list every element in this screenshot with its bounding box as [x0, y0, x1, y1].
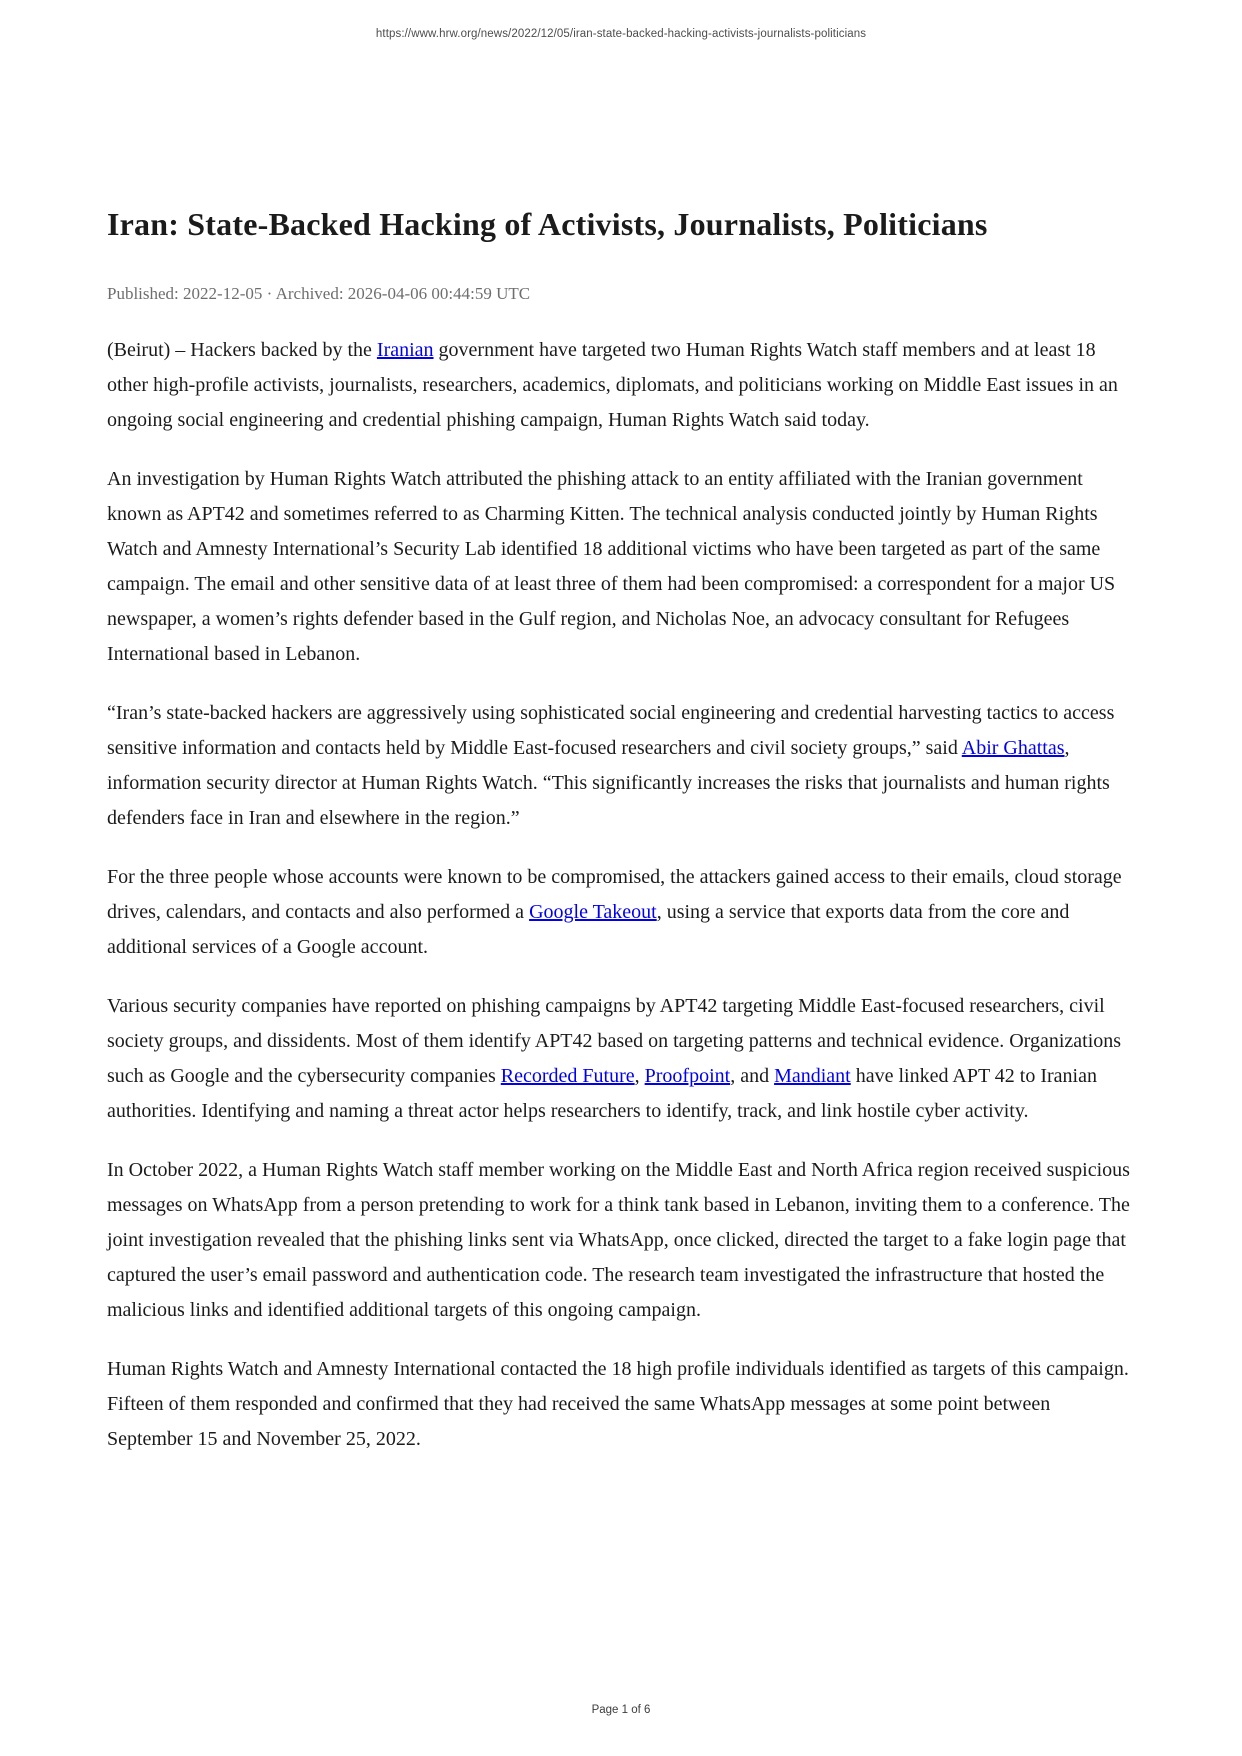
- archive-header-url: https://www.hrw.org/news/2022/12/05/iran-state-backed-hacking-activists-journalists-politicians: [375, 28, 867, 40]
- paragraph-text: , information security director at Human Rights Watch. “This significantly increases the risks that journalists and human rights defenders face in Iran and elsewhere in the region.”: [107, 737, 1110, 829]
- paragraph: [107, 696, 1137, 836]
- paragraph-text: , and: [730, 1065, 775, 1087]
- paragraph-text: An investigation by Human Rights Watch attributed the phishing attack to an entity affiliated with the Iranian government known as APT42 and sometimes referred to as Charming Kitten. The technical analysis conducted jointly by Human Rights Watch and Amnesty International’s Security Lab identified 18 additional victims who have been targeted as part of the same campaign. The email and other sensitive data of at least three of them had been compromised: a correspondent for a major US newspaper, a women’s rights defender based in the Gulf region, and Nicholas Noe, an advocacy consultant for Refugees International based in Lebanon.: [107, 468, 1116, 665]
- proofpoint-link[interactable]: Proofpoint: [644, 1065, 731, 1087]
- article-body: [107, 333, 1137, 1457]
- recorded-future-link[interactable]: Recorded Future: [500, 1065, 635, 1087]
- article-title: Iran: State-Backed Hacking of Activists, Journalists, Politicians: [107, 206, 988, 242]
- paragraph-text: , using a service that exports data from the core and additional services of a Google account.: [107, 901, 1070, 958]
- paragraph-text: have linked APT 42 to Iranian authorities. Identifying and naming a threat actor helps researchers to identify, track, and link hostile cyber activity.: [107, 1065, 1097, 1122]
- paragraph: [107, 860, 1137, 965]
- page-number: Page 1 of 6: [591, 1704, 651, 1716]
- paragraph-text: In October 2022, a Human Rights Watch staff member working on the Middle East and North Africa region received suspicious messages on WhatsApp from a person pretending to work for a think tank based in Lebanon, inviting them to a conference. The joint investigation revealed that the phishing links sent via WhatsApp, once clicked, directed the target to a fake login page that captured the user’s email password and authentication code. The research team investigated the infrastructure that hosted the malicious links and identified additional targets of this ongoing campaign.: [107, 1159, 1130, 1321]
- paragraph: [107, 333, 1137, 438]
- article-meta-line: Published: 2022-12-05 · Archived: 2026-04-06 00:44:59 UTC: [107, 284, 531, 303]
- paragraph-text: “Iran’s state-backed hackers are aggressively using sophisticated social engineering and credential harvesting tactics to access sensitive information and contacts held by Middle East-focused researchers and civil society groups,” said: [107, 702, 1115, 759]
- mandiant-link[interactable]: Mandiant: [774, 1065, 851, 1087]
- paragraph-text: (Beirut) – Hackers backed by the: [107, 339, 377, 361]
- paragraph-text: government have targeted two Human Rights Watch staff members and at least 18 other high-profile activists, journalists, researchers, academics, diplomats, and politicians working on Middle East issues in an ongoing social engineering and credential phishing campaign, Human Rights Watch said today.: [107, 339, 1118, 431]
- paragraph-text: Various security companies have reported on phishing campaigns by APT42 targeting Middle East-focused researchers, civil society groups, and dissidents. Most of them identify APT42 based on targeting patterns and technical evidence. Organizations such as Google and the cybersecurity companies: [107, 995, 1122, 1087]
- abir-ghattas-link[interactable]: Abir Ghattas: [961, 737, 1065, 759]
- article: [107, 0, 1137, 1481]
- paragraph-text: ,: [634, 1065, 645, 1087]
- paragraph: [107, 1153, 1137, 1328]
- google-takeout-link[interactable]: Google Takeout: [529, 901, 657, 923]
- paragraph: [107, 989, 1137, 1129]
- paragraph: [107, 462, 1137, 672]
- paragraph-text: For the three people whose accounts were known to be compromised, the attackers gained access to their emails, cloud storage drives, calendars, and contacts and also performed a: [107, 866, 1122, 923]
- iranian-link[interactable]: Iranian: [376, 339, 434, 361]
- paragraph-text: Human Rights Watch and Amnesty International contacted the 18 high profile individuals identified as targets of this campaign. Fifteen of them responded and confirmed that they had received the same WhatsApp messages at some point between September 15 and November 25, 2022.: [107, 1358, 1129, 1450]
- paragraph: [107, 1352, 1137, 1457]
